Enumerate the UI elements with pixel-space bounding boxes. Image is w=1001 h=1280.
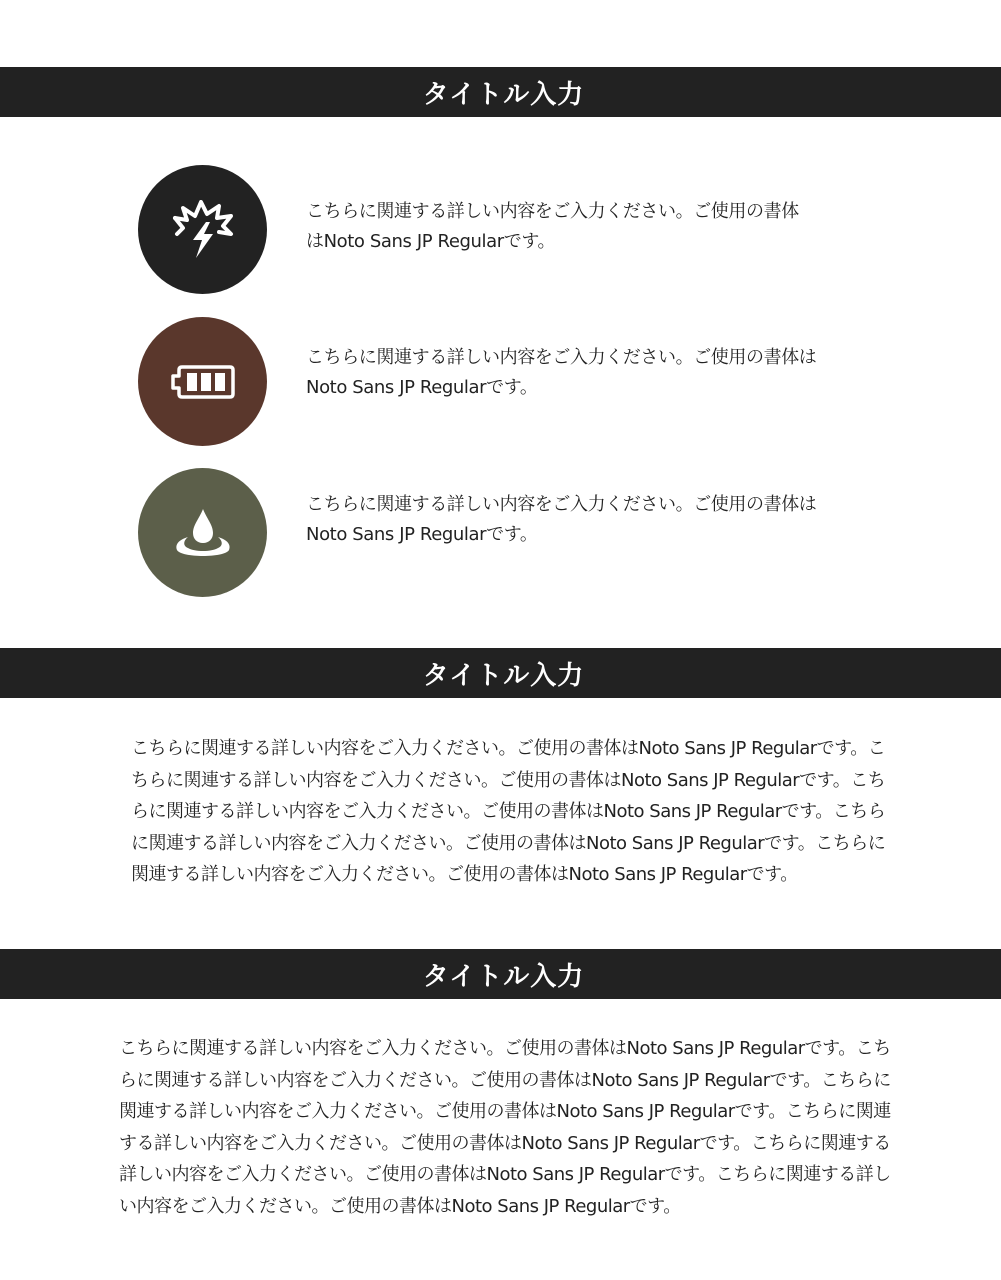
section-title: タイトル入力 — [422, 961, 585, 992]
section-paragraph: こちらに関連する詳しい内容をご入力ください。ご使用の書体はNoto Sans JP Regularです。こちらに関連する詳しい内容をご入力ください。ご使用の書体はNoto Sans JP Regularです。こちらに関連する詳しい内容をご入力ください。ご使用の書体はNoto Sans JP Regularです。こちらに関連する詳しい内容をご入力ください。ご使用の書体はNoto Sans JP Regularです。こちらに関連する詳しい内容をご入力ください。ご使用の書体はNoto Sans JP Regularです。こちらに関連する詳しい内容をご入力ください。ご使用の書体はNoto Sans JP Regularです。 — [119, 1038, 891, 1217]
feature-line: こちらに関連する詳しい内容をご入力ください。ご使用の書体は — [306, 494, 817, 515]
feature-icon-circle — [138, 165, 267, 294]
feature-line: Noto Sans JP Regularです。 — [306, 524, 538, 545]
feature-description — [306, 490, 854, 550]
section-title: タイトル入力 — [422, 79, 585, 110]
water-drop-icon — [171, 505, 235, 561]
feature-description — [306, 197, 836, 257]
feature-item — [138, 317, 878, 446]
feature-item — [138, 468, 878, 597]
feature-line: はNoto Sans JP Regularです。 — [306, 231, 556, 252]
feature-icon-circle — [138, 468, 267, 597]
section-paragraph: こちらに関連する詳しい内容をご入力ください。ご使用の書体はNoto Sans JP Regularです。こちらに関連する詳しい内容をご入力ください。ご使用の書体はNoto Sans JP Regularです。こちらに関連する詳しい内容をご入力ください。ご使用の書体はNoto Sans JP Regularです。こちらに関連する詳しい内容をご入力ください。ご使用の書体はNoto Sans JP Regularです。こちらに関連する詳しい内容をご入力ください。ご使用の書体はNoto Sans JP Regularです。 — [131, 738, 886, 885]
section-title-bar — [0, 648, 1001, 698]
feature-line: こちらに関連する詳しい内容をご入力ください。ご使用の書体 — [306, 201, 799, 222]
feature-icon-circle — [138, 317, 267, 446]
battery-icon — [170, 364, 236, 400]
feature-description — [306, 343, 854, 403]
feature-item — [138, 165, 878, 294]
explosion-bolt-icon — [171, 200, 235, 260]
feature-line: こちらに関連する詳しい内容をご入力ください。ご使用の書体は — [306, 347, 817, 368]
section-title: タイトル入力 — [422, 660, 585, 691]
section-title-bar — [0, 949, 1001, 999]
section-title-bar — [0, 67, 1001, 117]
feature-line: Noto Sans JP Regularです。 — [306, 377, 538, 398]
